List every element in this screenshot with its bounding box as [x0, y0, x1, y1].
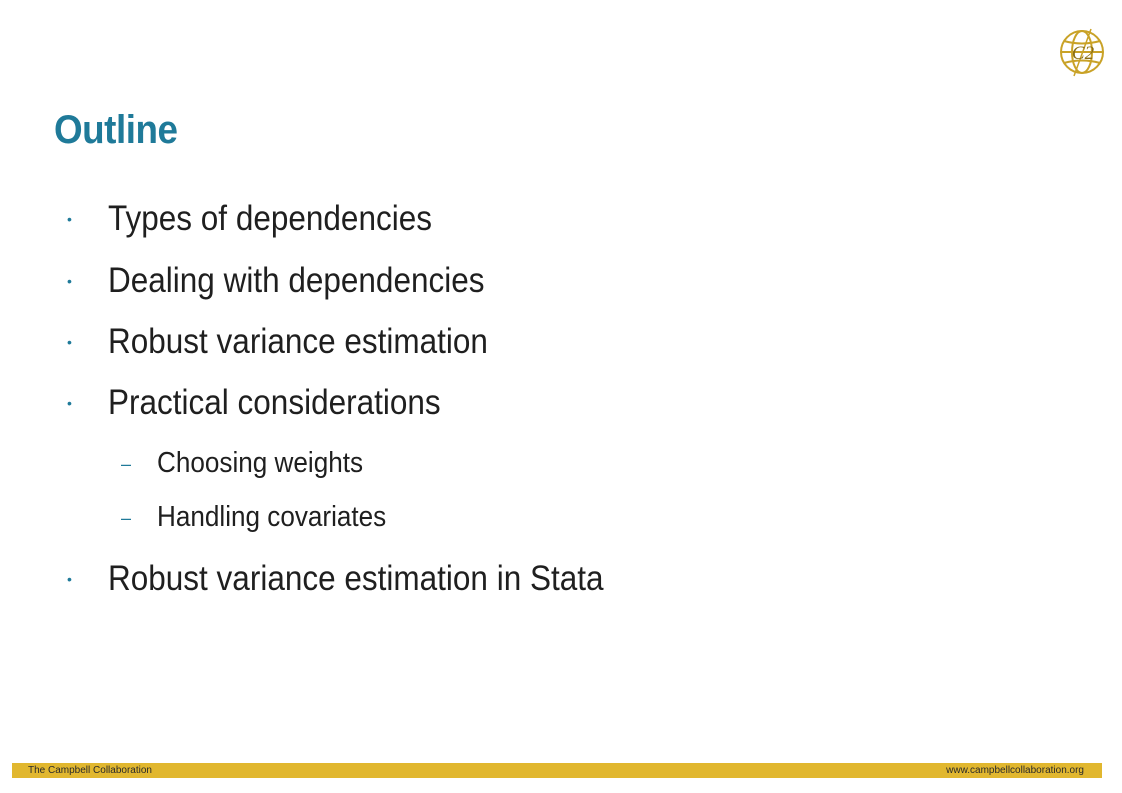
list-item-label: Robust variance estimation — [108, 322, 488, 361]
footer-organization: The Campbell Collaboration — [28, 765, 152, 776]
page-title: Outline — [54, 108, 178, 152]
list-item-label: Practical considerations — [108, 383, 441, 422]
dash-icon: – — [121, 454, 132, 474]
campbell-globe-icon — [1056, 26, 1108, 78]
bullet-icon: • — [67, 334, 72, 350]
list-item-label: Dealing with dependencies — [108, 261, 485, 300]
dash-icon: – — [121, 508, 132, 528]
list-item-label: Choosing weights — [157, 447, 364, 479]
bullet-icon: • — [67, 571, 72, 587]
footer-bar — [12, 763, 1102, 778]
footer-website: www.campbellcollaboration.org — [946, 765, 1084, 776]
list-item-label: Robust variance estimation in Stata — [108, 559, 604, 598]
list-item-label: Types of dependencies — [108, 199, 432, 238]
bullet-icon: • — [67, 211, 72, 227]
bullet-icon: • — [67, 395, 72, 411]
logo-text: C2 — [1071, 43, 1095, 64]
bullet-icon: • — [67, 273, 72, 289]
list-item-label: Handling covariates — [157, 501, 387, 533]
